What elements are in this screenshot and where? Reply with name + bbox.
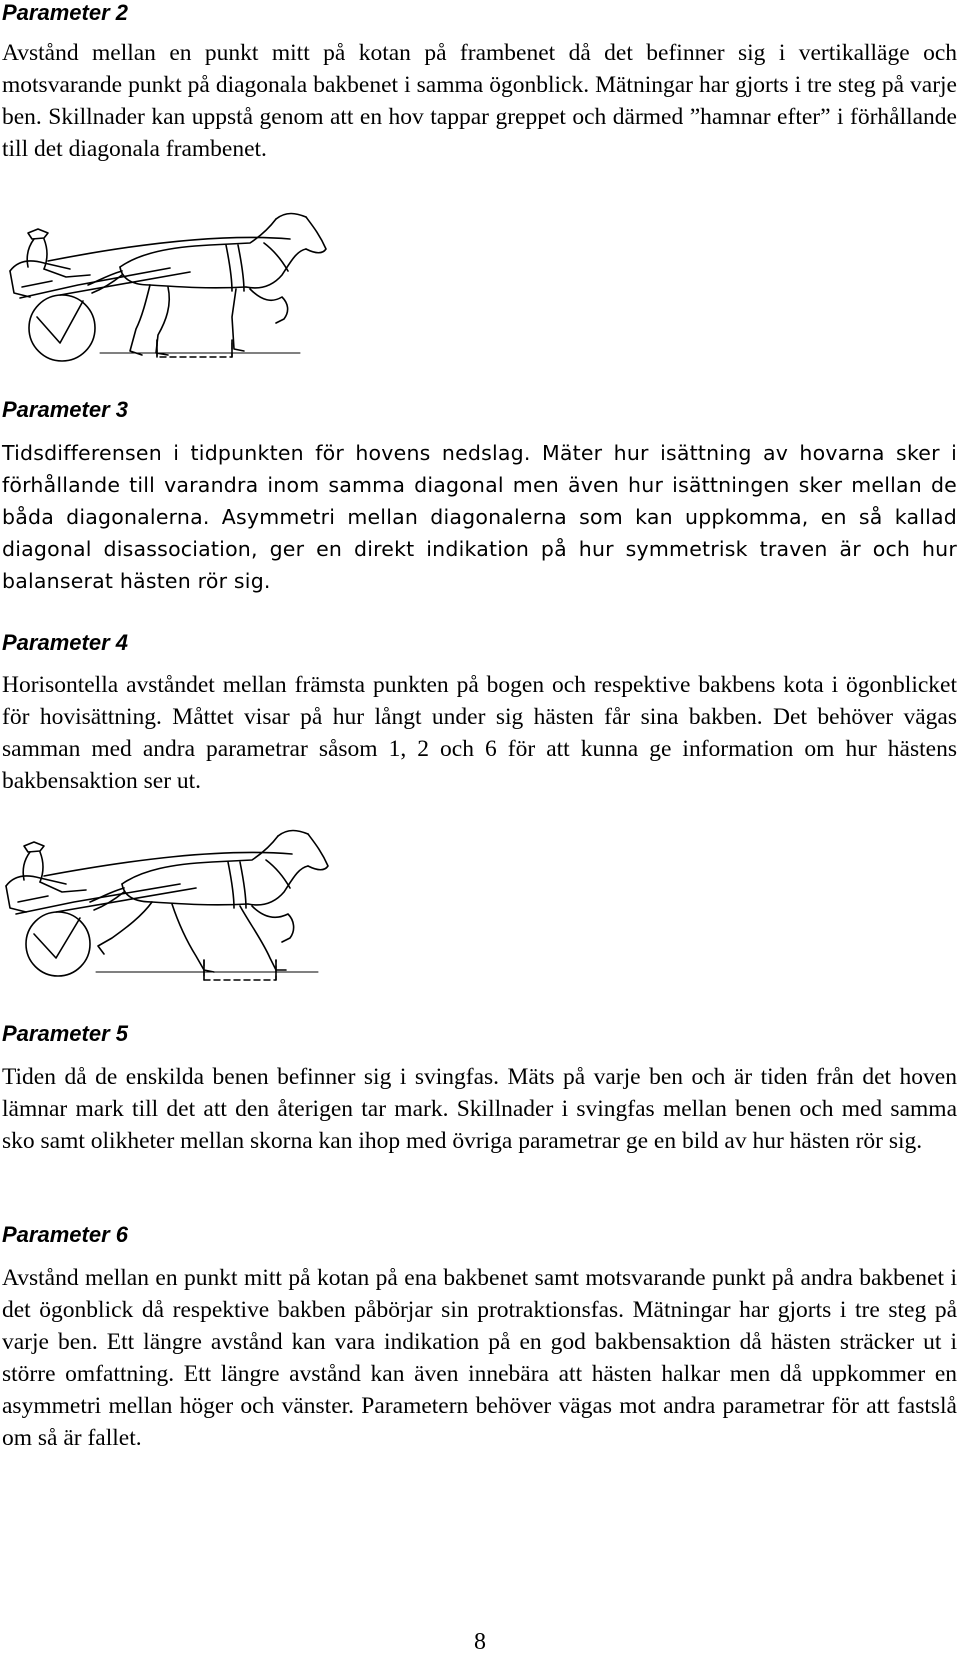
figure-trotter-1 — [0, 205, 340, 365]
heading-parameter-2: Parameter 2 — [2, 0, 128, 25]
heading-parameter-3: Parameter 3 — [2, 397, 128, 422]
page-number: 8 — [474, 1629, 486, 1655]
heading-parameter-5: Parameter 5 — [2, 1021, 128, 1046]
figure-trotter-2 — [0, 820, 340, 990]
paragraph-parameter-6: Avstånd mellan en punkt mitt på kotan på ena bakbenet samt motsvarande punkt på andra bakbenet i det ögonblick då respektive bakben påbörjar sin protraktionsfas. Mätningar har gjorts i tre steg på varje ben. Ett längre avstånd kan vara indikation på en god bakbensaktion då hästen sträcker ut i större omfattning. Ett längre avstånd kan även innebära att hästen halkar men då uppkommer en asymmetri mellan höger och vänster. Parametern behöver vägas mot andra parametrar för att fastslå om så är fallet. — [2, 1265, 957, 1451]
heading-parameter-6: Parameter 6 — [2, 1222, 128, 1247]
paragraph-parameter-3: Tidsdifferensen i tidpunkten för hovens nedslag. Mäter hur isättning av hovarna sker i förhållande till varandra inom samma diagonal men även hur isättningen sker mellan de båda diagonalerna. Asymmetri mellan diagonalerna som kan uppkomma, en så kallad diagonal disassociation, ger en direkt indikation på hur symmetrisk traven är och hur balanserat hästen rör sig. — [2, 441, 957, 593]
paragraph-parameter-2: Avstånd mellan en punkt mitt på kotan på frambenet då det befinner sig i vertikalläge och motsvarande punkt på diagonala bakbenet i samma ögonblick. Mätningar har gjorts i tre steg på varje ben. Skillnader kan uppstå genom att en hov tappar greppet och därmed ”hamnar efter” i förhållande till det diagonala frambenet. — [2, 40, 957, 162]
heading-parameter-4: Parameter 4 — [2, 630, 128, 655]
paragraph-parameter-4: Horisontella avståndet mellan främsta punkten på bogen och respektive bakbens kota i ögonblicket för hovisättning. Måttet visar på hur långt under sig hästen får sina bakben. Det behöver vägas samman med andra parametrar såsom 1, 2 och 6 för att kunna ge information om hur hästens bakbensaktion ser ut. — [2, 672, 957, 794]
trotter-sulky-drawing-icon — [0, 205, 340, 365]
paragraph-parameter-5: Tiden då de enskilda benen befinner sig i svingfas. Mäts på varje ben och är tiden från det hoven lämnar mark till det att den återigen tar mark. Skillnader i svingfas mellan benen och med samma sko samt olikheter mellan skorna kan ihop med övriga parametrar ge en bild av hur hästen rör sig. — [2, 1064, 957, 1154]
trotter-sulky-drawing-icon — [0, 820, 340, 990]
